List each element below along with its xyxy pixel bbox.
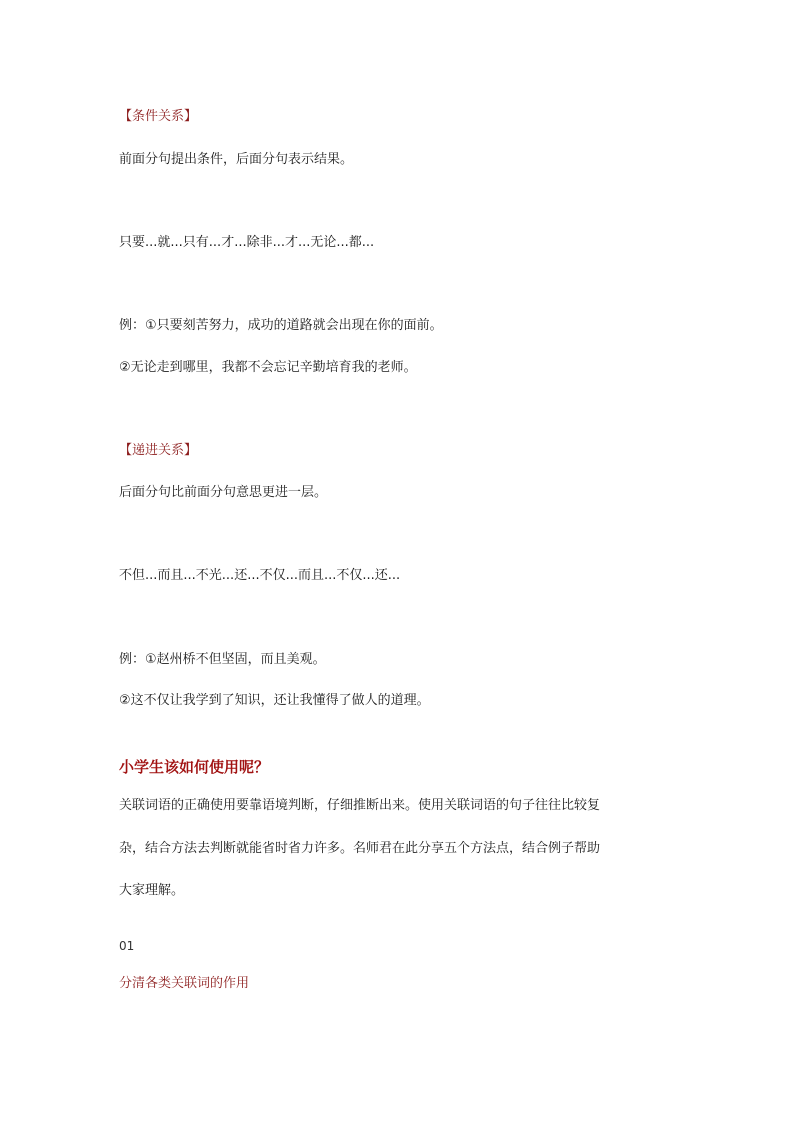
- example-progressive-2: ②这不仅让我学到了知识，还让我懂得了做人的道理。: [119, 693, 430, 708]
- example-condition-2: ②无论走到哪里，我都不会忘记辛勤培育我的老师。: [119, 360, 417, 375]
- example-progressive-1: 例：①赵州桥不但坚固，而且美观。: [119, 652, 326, 667]
- section-definition-progressive: 后面分句比前面分句意思更进一层。: [119, 485, 328, 500]
- example-condition-1: 例：①只要刻苦努力，成功的道路就会出现在你的面前。: [119, 318, 443, 333]
- method-number: 01: [119, 939, 135, 953]
- section-heading-condition: 【条件关系】: [119, 109, 198, 124]
- section-definition-condition: 前面分句提出条件，后面分句表示结果。: [119, 152, 354, 167]
- method-title: 分清各类关联词的作用: [119, 976, 250, 991]
- section-heading-progressive: 【递进关系】: [119, 443, 198, 458]
- conjunction-list-progressive: 不但...而且...不光...还...不仅...而且...不仅...还...: [119, 568, 401, 583]
- question-heading: 小学生该如何使用呢？: [119, 758, 270, 776]
- paragraph-line-1: 关联词语的正确使用要靠语境判断，仔细推断出来。使用关联词语的句子往往比较复: [119, 798, 601, 813]
- paragraph-line-2: 杂，结合方法去判断就能省时省力许多。名师君在此分享五个方法点，结合例子帮助: [119, 841, 601, 856]
- conjunction-list-condition: 只要...就...只有...才...除非...才...无论...都...: [119, 235, 375, 250]
- paragraph-line-3: 大家理解。: [119, 883, 185, 898]
